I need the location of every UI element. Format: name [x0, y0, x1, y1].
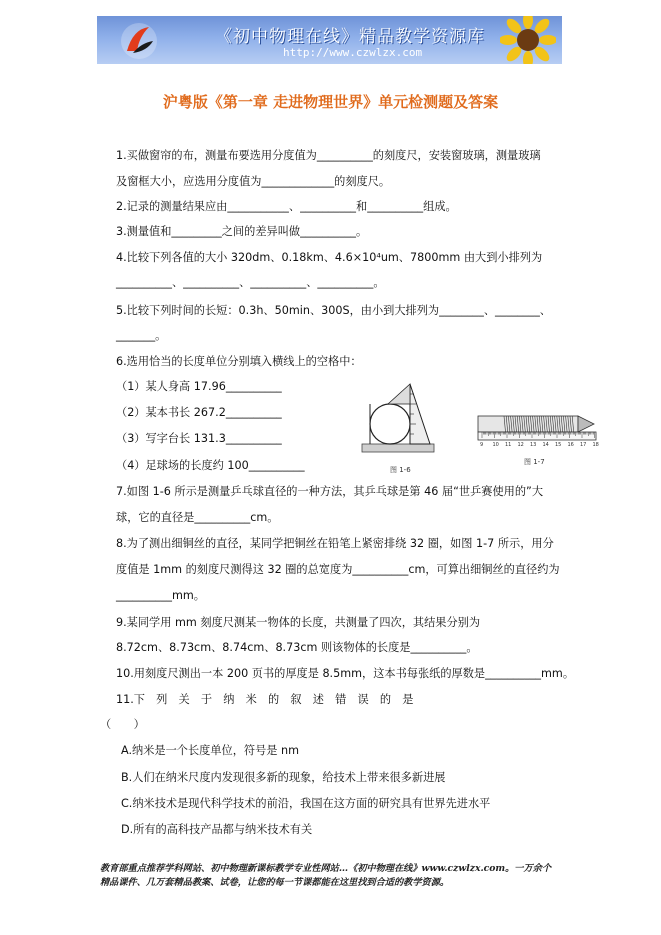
- question-7-line-1: 7.如图 1-6 所示是测量乒乓球直径的一种方法，其乒乓球是第 46 届“世乒赛使用的”大: [116, 485, 544, 498]
- ruler-label: 14: [542, 442, 549, 448]
- question-5-line-1: 5.比较下列时间的长短：0.3h、50min、300S，由小到大排列为________、________、: [116, 304, 551, 317]
- option-c: C.纳米技术是现代科学技术的前沿，我国在这方面的研究具有世界先进水平: [121, 797, 491, 810]
- ruler-label: 9: [480, 442, 484, 448]
- question-6: 6.选用恰当的长度单位分别填入横线上的空格中：: [116, 355, 362, 368]
- banner-title: 《初中物理在线》精品教学资源库: [215, 27, 485, 47]
- question-1-line-2: 及窗框大小，应选用分度值为_____________的刻度尺。: [116, 175, 391, 188]
- ruler-label: 16: [567, 442, 574, 448]
- figure-1-6: [360, 380, 442, 478]
- question-11: 11.下 列 关 于 纳 米 的 叙 述 错 误 的 是: [116, 693, 414, 706]
- sunflower-icon: [500, 16, 556, 64]
- ruler-label: 15: [555, 442, 562, 448]
- question-2: 2.记录的测量结果应由___________、__________和__________组成。: [116, 200, 457, 213]
- question-7-line-2: 球，它的直径是__________cm。: [116, 511, 279, 524]
- ruler-label: 12: [517, 442, 524, 448]
- question-8-line-1: 8.为了测出细铜丝的直径，某同学把铜丝在铅笔上紧密排绕 32 圈，如图 1-7 所示，用分: [116, 537, 554, 550]
- question-4-line-1: 4.比较下列各值的大小 320dm、0.18km、4.6×10⁴um、7800mm 由大到小排列为: [116, 251, 543, 264]
- banner-url[interactable]: http://www.czwlzx.com: [283, 46, 423, 59]
- question-5-line-2: _______。: [116, 329, 167, 342]
- question-6-item-1: （1）某人身高 17.96__________: [116, 380, 282, 393]
- question-11-bracket: （ ）: [100, 718, 145, 731]
- figure-1-7: [474, 410, 600, 470]
- question-1-line-1: 1.买做窗帘的布，测量布要选用分度值为__________的刻度尺，安装窗玻璃，测量玻璃: [116, 149, 541, 162]
- question-10: 10.用刻度尺测出一本 200 页书的厚度是 8.5mm，这本书每张纸的厚数是__________mm。: [116, 667, 575, 680]
- question-6-item-3: （3）写字台长 131.3__________: [116, 432, 282, 445]
- document-title: 沪粤版《第一章 走进物理世界》单元检测题及答案: [162, 93, 499, 111]
- question-4-line-2: __________、__________、__________、__________。: [116, 276, 385, 289]
- ruler-label: 10: [492, 442, 499, 448]
- option-d: D.所有的高科技产品都与纳米技术有关: [121, 823, 313, 836]
- option-a: A.纳米是一个长度单位，符号是 nm: [121, 744, 299, 757]
- figure-1-7-caption: 图 1-7: [524, 458, 545, 466]
- footer-note: 教育部重点推荐学科网站、初中物理新课标教学专业性网站…《初中物理在线》www.czwlzx.com。一万余个精品课件、几万套精品教案、试卷，让您的每一节课都能在这里找到合适的教学资源。: [100, 863, 552, 888]
- site-logo-icon: [119, 21, 159, 61]
- ruler-label: 17: [580, 442, 587, 448]
- question-9-line-2: 8.72cm、8.73cm、8.74cm、8.73cm 则该物体的长度是__________。: [116, 641, 478, 654]
- question-6-item-2: （2）某本书长 267.2__________: [116, 406, 282, 419]
- question-3: 3.测量值和_________之间的差异叫做__________。: [116, 225, 368, 238]
- question-8-line-3: __________mm。: [116, 589, 205, 602]
- ruler-label: 18: [592, 442, 599, 448]
- ruler-label: 13: [530, 442, 537, 448]
- question-9-line-1: 9.某同学用 mm 刻度尺测某一物体的长度，共测量了四次，其结果分别为: [116, 616, 481, 629]
- question-8-line-2: 度值是 1mm 的刻度尺测得这 32 圈的总宽度为__________cm，可算出细铜丝的直径约为: [116, 563, 560, 576]
- question-6-item-4: （4）足球场的长度约 100__________: [116, 459, 305, 472]
- header-banner: [97, 16, 562, 64]
- figure-1-6-caption: 图 1-6: [390, 466, 411, 474]
- ruler-label: 11: [505, 442, 512, 448]
- option-b: B.人们在纳米尺度内发现很多新的现象，给技术上带来很多新进展: [121, 771, 446, 784]
